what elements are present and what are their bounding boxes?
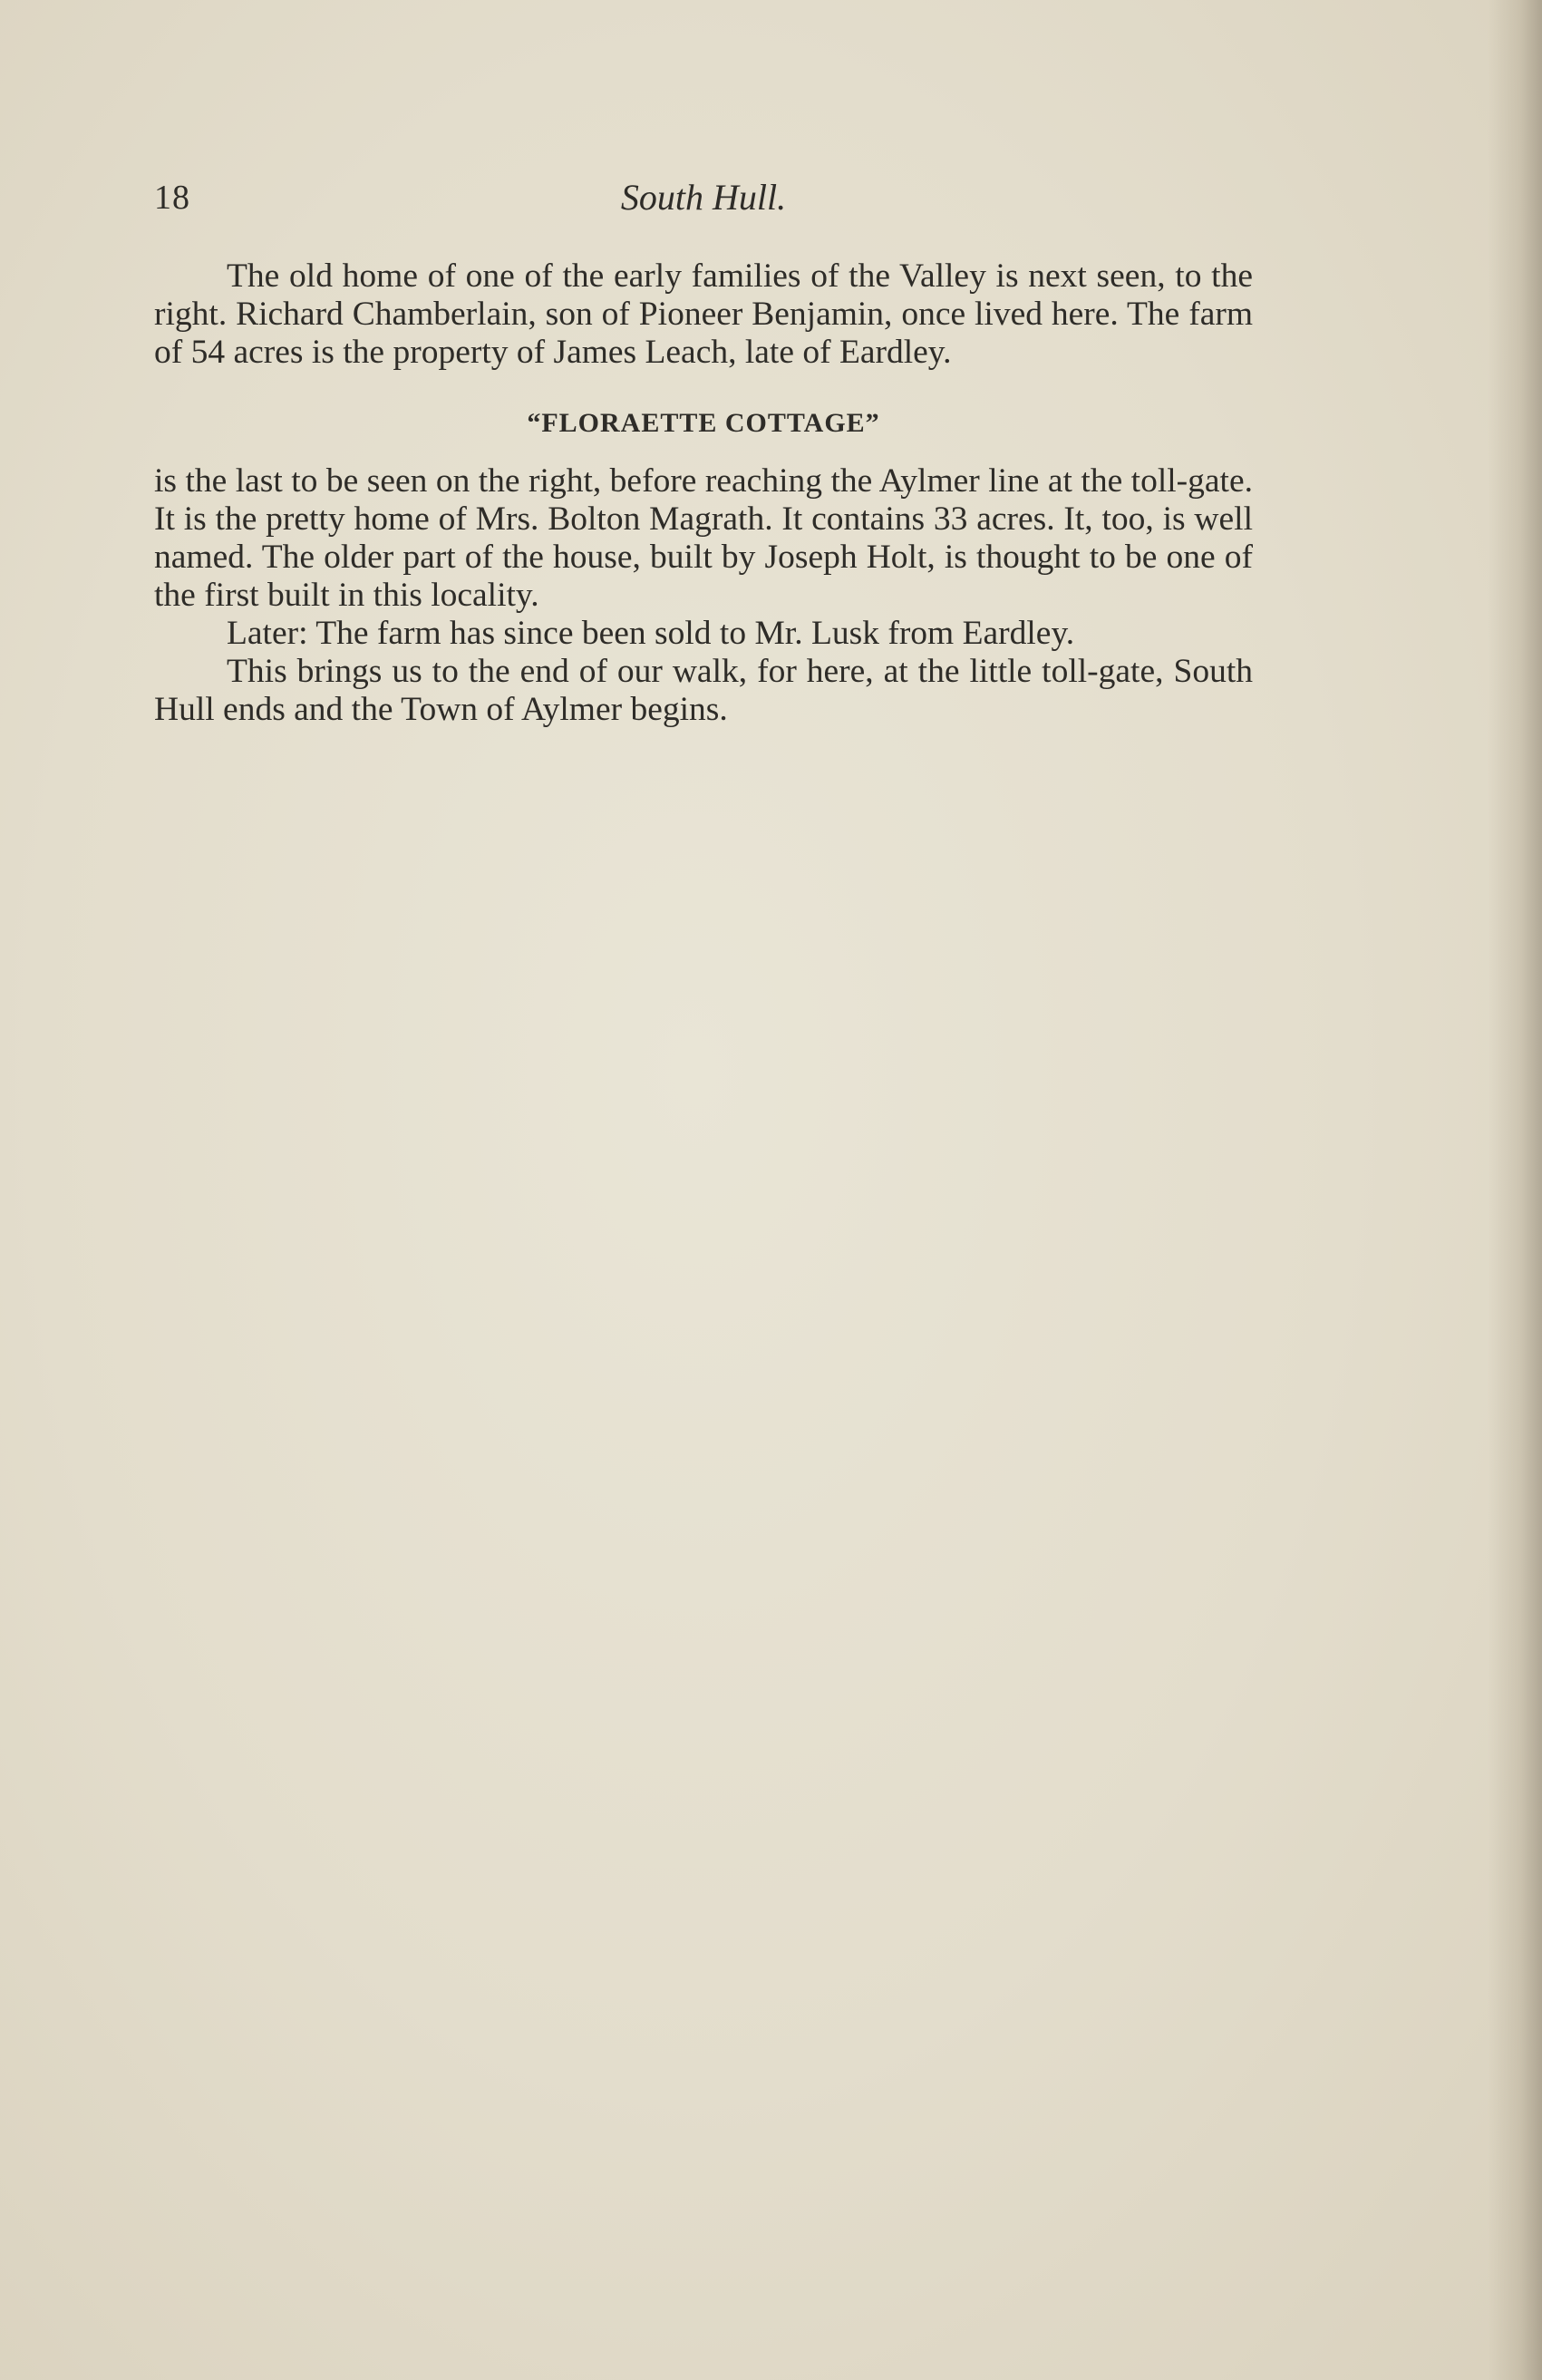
running-head: South Hull. bbox=[620, 177, 787, 218]
paragraph-end-of-walk: This brings us to the end of our walk, for here, at the little toll-gate, South Hull ends and the Town of Aylmer begins. bbox=[154, 653, 1253, 728]
paragraph-floraette-cottage: is the last to be seen on the right, before reaching the Aylmer line at the toll-gate. It is the pretty home of Mrs. Bolton Magrath. It contains 33 acres. It, too, is well named. The older part of the house, built by Joseph Holt, is thought to be one of the first built in this locality. bbox=[154, 462, 1253, 614]
page-number: 18 bbox=[154, 179, 190, 217]
body-text bbox=[154, 257, 1253, 729]
page-header bbox=[154, 170, 1253, 225]
paragraph-later-note: Later: The farm has since been sold to Mr. Lusk from Eardley. bbox=[227, 615, 1075, 652]
paragraph-chamberlain-home: The old home of one of the early families of the Valley is next seen, to the right. Richard Chamberlain, son of Pioneer Benjamin, once lived here. The farm of 54 acres is the property of James Leach, late of Eardley. bbox=[154, 257, 1253, 371]
section-heading: “FLORAETTE COTTAGE” bbox=[527, 408, 880, 438]
page-edge-shadow bbox=[1488, 0, 1542, 2380]
